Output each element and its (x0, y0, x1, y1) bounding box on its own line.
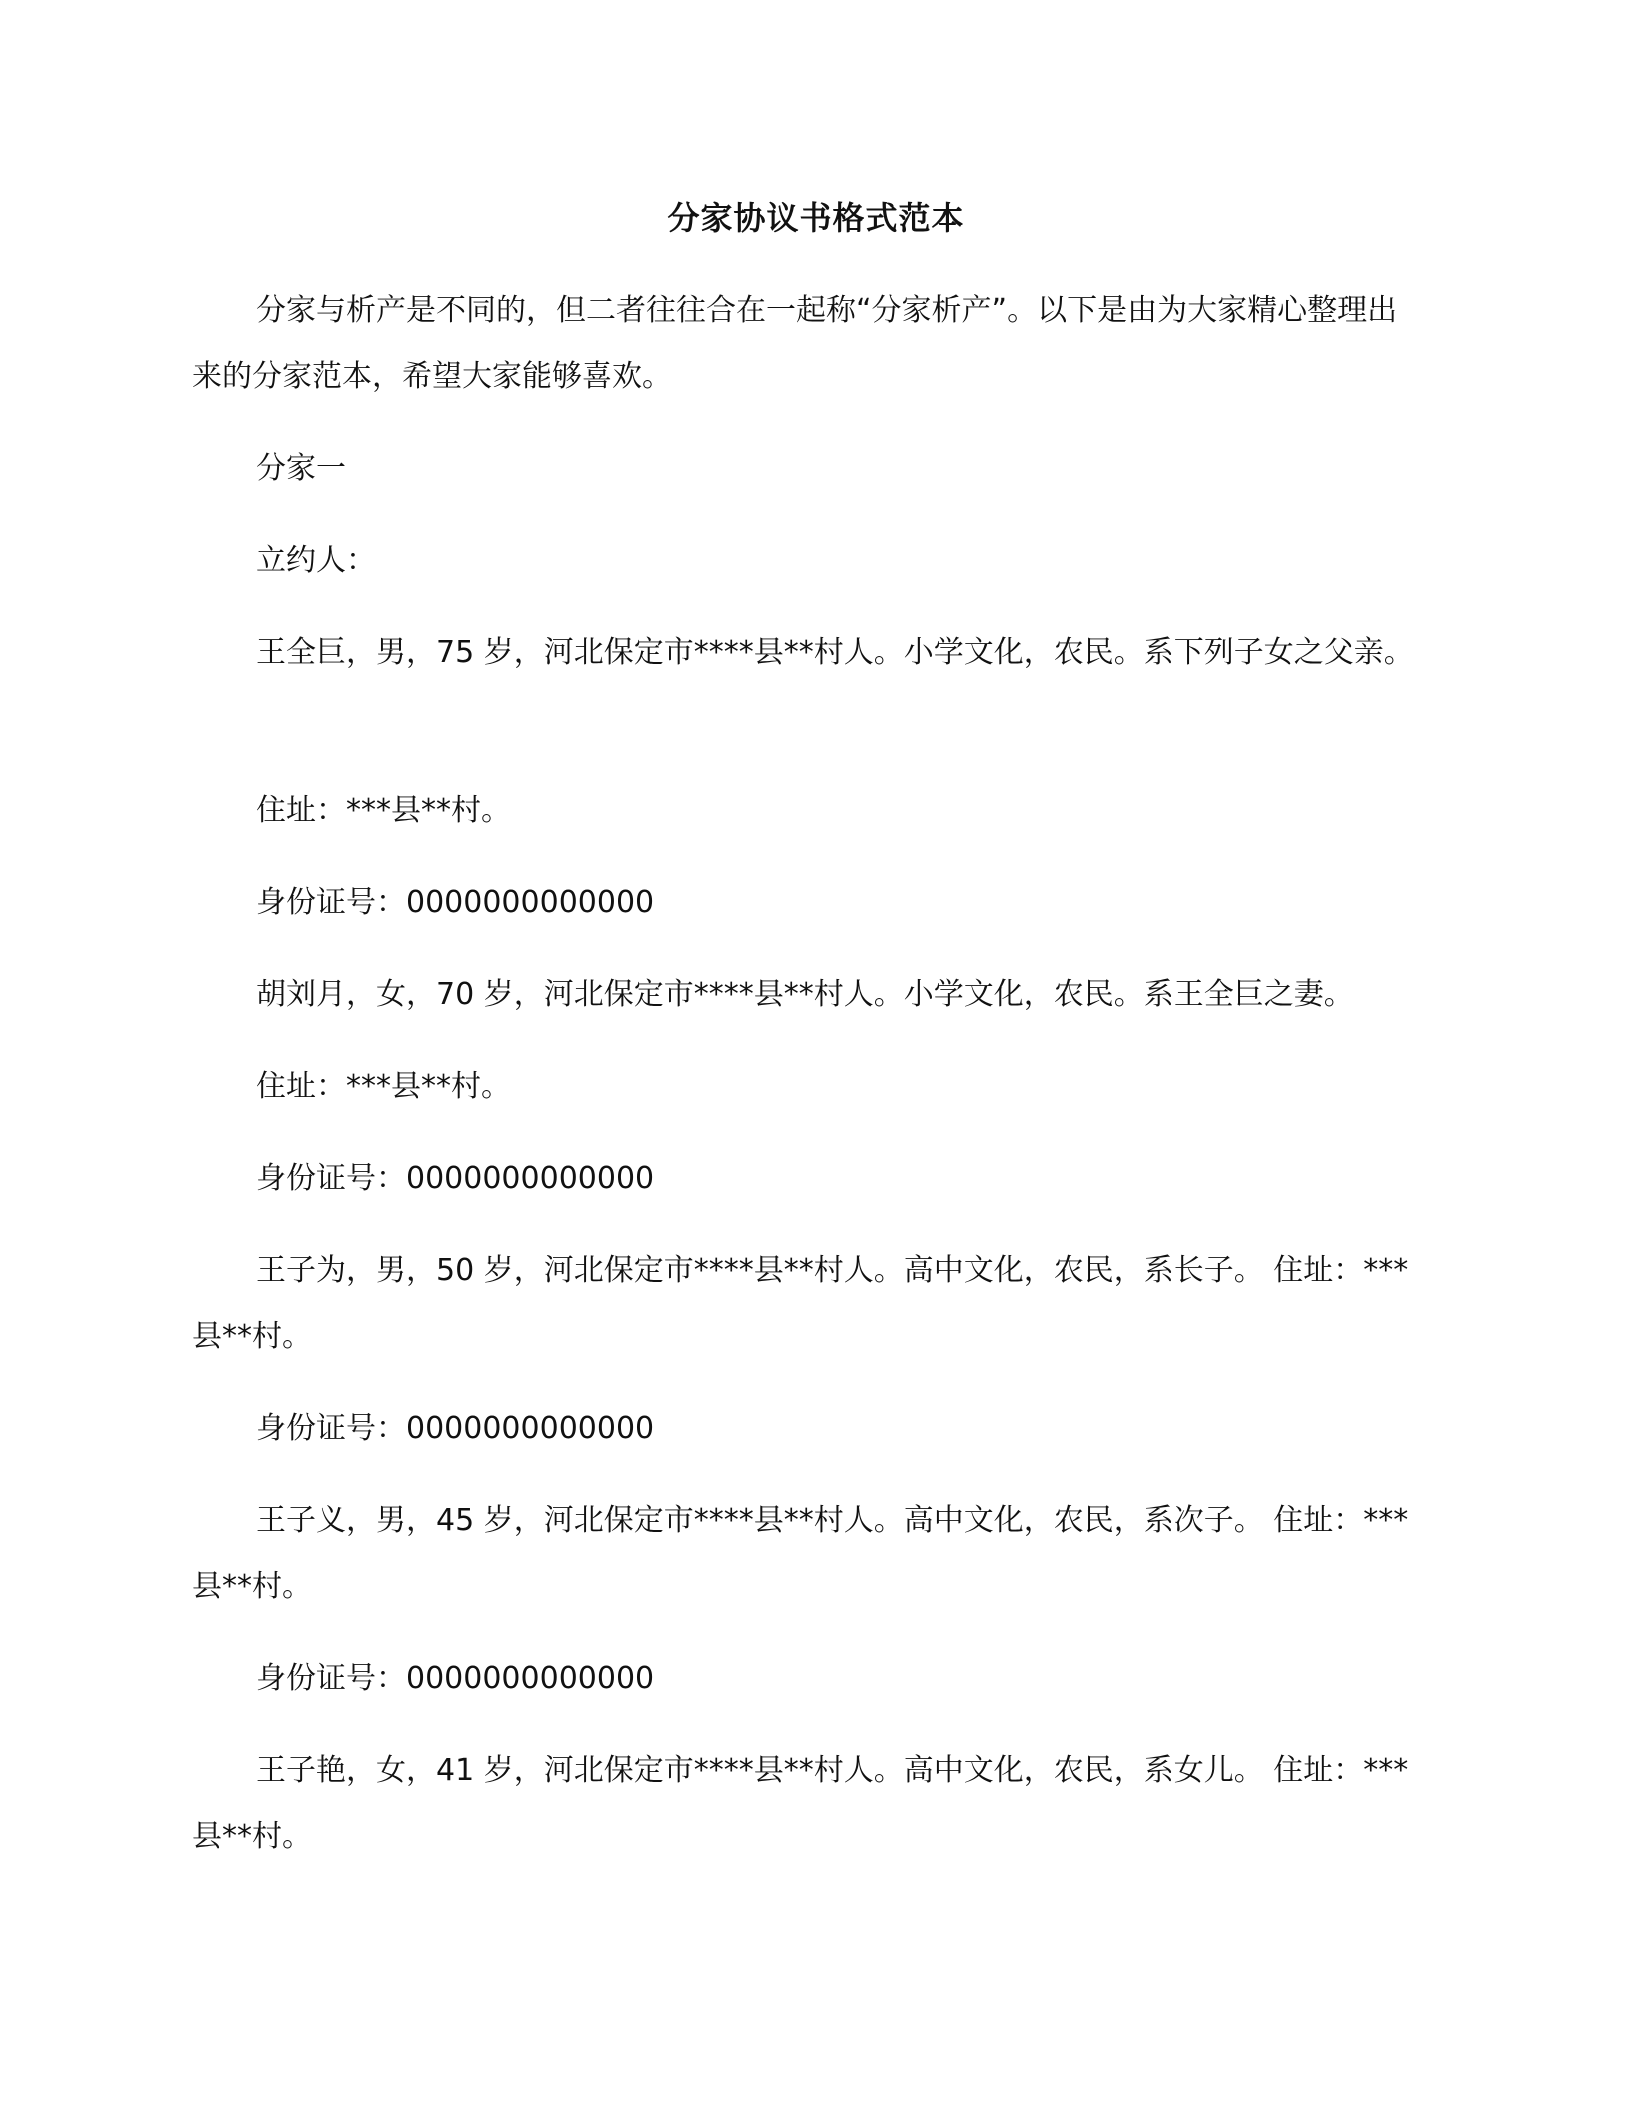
section-heading: 分家一 (256, 451, 346, 486)
party-info: 王子为，男，50 岁，河北保定市****县**村人。高中文化，农民，系长子。 住址：***县**村。 (192, 1253, 1409, 1354)
party-address: 住址：***县**村。 (256, 1069, 511, 1104)
party-id-number: 身份证号：0000000000000 (256, 1661, 655, 1696)
document-title: 分家协议书格式范本 (667, 199, 965, 237)
party-id-number: 身份证号：0000000000000 (256, 1161, 655, 1196)
party-info: 王全巨，男，75 岁，河北保定市****县**村人。小学文化，农民。系下列子女之父亲。 (256, 635, 1414, 670)
party-id-number: 身份证号：0000000000000 (256, 1411, 655, 1446)
party-info: 胡刘月，女，70 岁，河北保定市****县**村人。小学文化，农民。系王全巨之妻。 (256, 977, 1354, 1012)
party-info: 王子艳，女，41 岁，河北保定市****县**村人。高中文化，农民，系女儿。 住址：***县**村。 (192, 1753, 1409, 1854)
intro-paragraph: 分家与析产是不同的，但二者往往合在一起称“分家析产”。以下是由为大家精心整理出来的分家范本，希望大家能够喜欢。 (192, 293, 1398, 394)
party-info: 王子义，男，45 岁，河北保定市****县**村人。高中文化，农民，系次子。 住址：***县**村。 (192, 1503, 1409, 1604)
party-address: 住址：***县**村。 (256, 793, 511, 828)
parties-label: 立约人： (256, 543, 376, 578)
party-id-number: 身份证号：0000000000000 (256, 885, 655, 920)
